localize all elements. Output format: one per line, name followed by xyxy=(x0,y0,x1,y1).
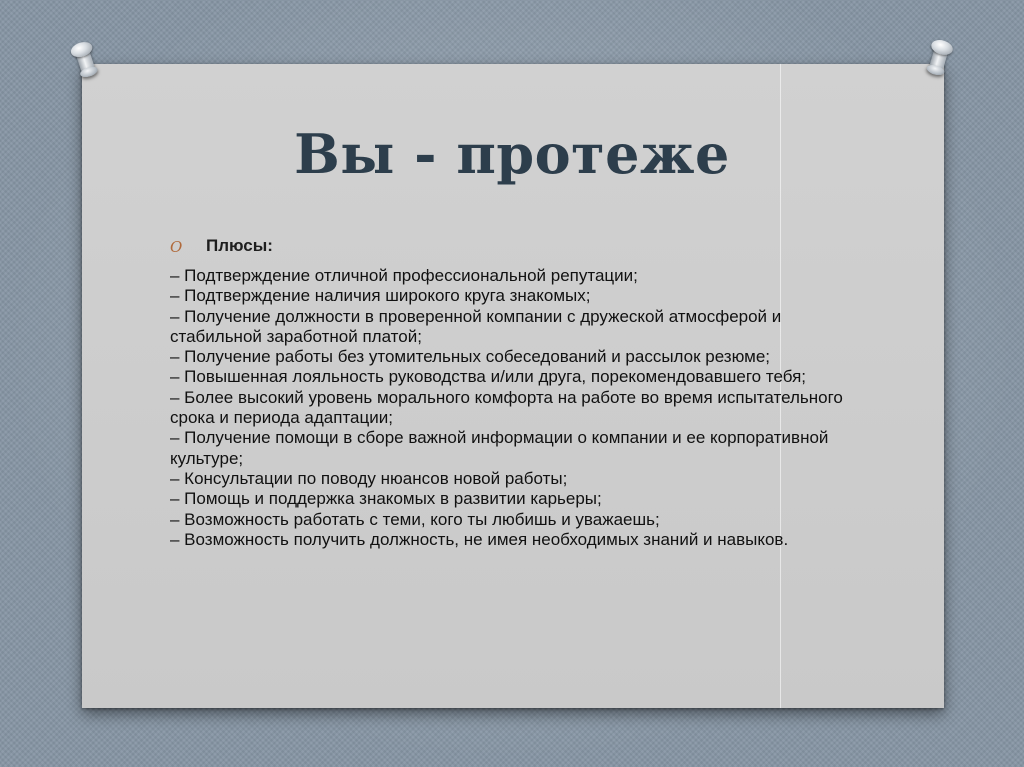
list-item: – Более высокий уровень морального комфорта на работе во время испытательного срока и периода адаптации; xyxy=(170,387,843,428)
list-item: – Получение должности в проверенной компании с дружеской атмосферой и стабильной заработной платой; xyxy=(170,306,782,346)
list-item: – Возможность работать с теми, кого ты любишь и уважаешь; xyxy=(170,509,660,529)
pushpin-right-icon xyxy=(923,38,954,79)
pros-heading: Плюсы: xyxy=(206,236,273,255)
list-item: – Помощь и поддержка знакомых в развитии карьеры; xyxy=(170,489,602,509)
list-item: – Получение работы без утомительных собеседований и рассылок резюме; xyxy=(170,347,771,367)
list-item: – Повышенная лояльность руководства и/или друга, порекомендовавшего тебя; xyxy=(170,367,806,387)
slide-title: Вы - протеже xyxy=(294,122,730,186)
list-item: – Получение помощи в сборе важной информации о компании и ее корпоративной культуре; xyxy=(170,428,829,468)
list-item: – Подтверждение отличной профессиональной репутации; xyxy=(170,266,638,285)
pros-list xyxy=(170,266,870,550)
slide-content xyxy=(170,236,870,550)
list-item: – Консультации по поводу нюансов новой работы; xyxy=(170,468,568,488)
list-item: – Подтверждение наличия широкого круга знакомых; xyxy=(170,286,591,306)
pushpin-left-icon xyxy=(69,39,101,80)
list-item: – Возможность получить должность, не имея необходимых знаний и навыков. xyxy=(170,529,789,549)
bullet-circle-icon: O xyxy=(170,238,183,256)
bullet-heading-row xyxy=(170,236,870,262)
